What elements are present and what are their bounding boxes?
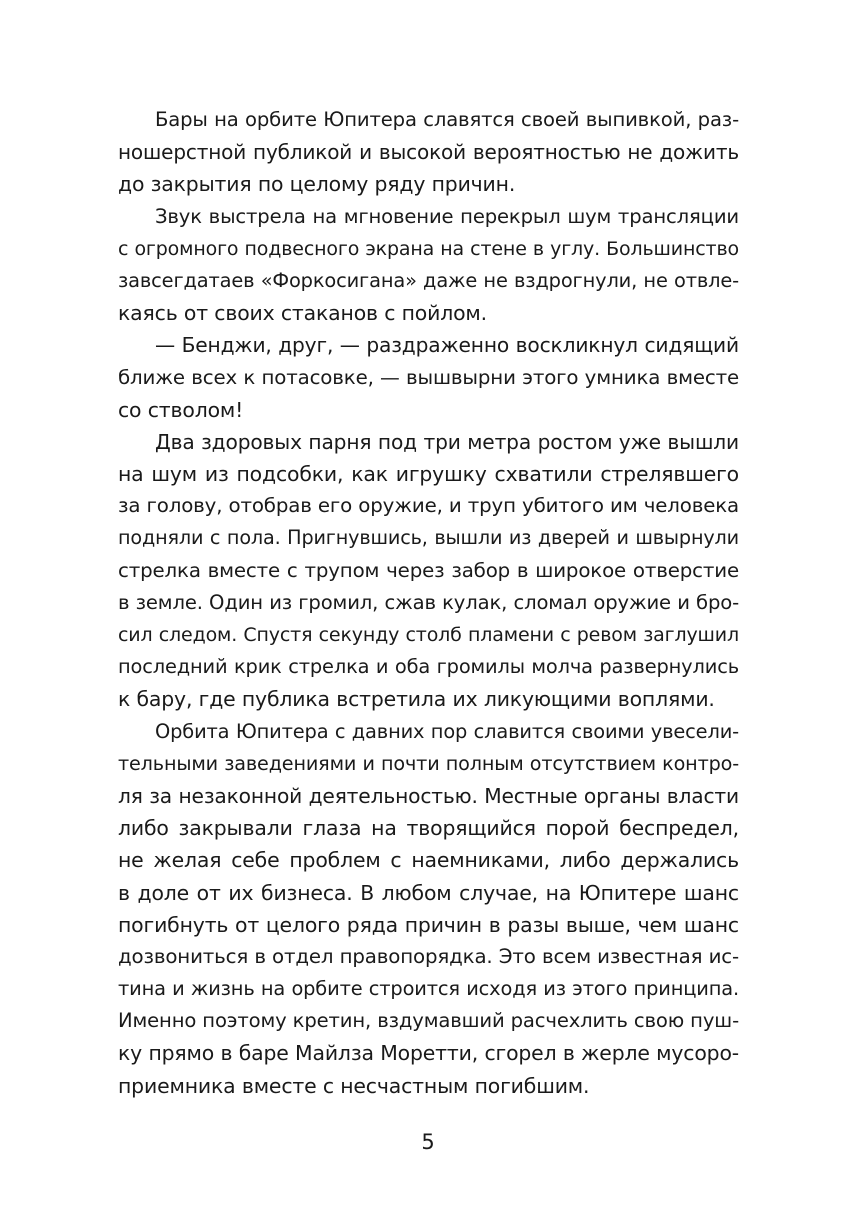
text-line: с огромного подвесного экрана на стене в углу. Большинство <box>118 237 739 260</box>
text-line: ношерстной публикой и высокой вероятностью не дожить <box>118 140 739 165</box>
text-line: тельными заведениями и почти полным отсутствием контро- <box>118 751 739 775</box>
text-line: каясь от своих стаканов с пойлом. <box>118 301 488 326</box>
page-number: 5 <box>421 1130 435 1154</box>
text-line: погибнуть от целого ряда причин в разы выше, чем шанс <box>118 912 739 937</box>
text-line: на шум из подсобки, как игрушку схватили стрелявшего <box>118 462 739 487</box>
text-line: Именно поэтому кретин, вздумавший расчехлить свою пуш- <box>118 1009 739 1033</box>
text-line: со стволом! <box>118 397 244 422</box>
text-line: Звук выстрела на мгновение перекрыл шум трансляции <box>155 204 739 228</box>
text-line: завсегдатаев «Форкосигана» даже не вздрогнули, не отвле- <box>118 268 739 292</box>
body-text <box>118 104 739 1102</box>
text-line: не желая себе проблем с наемниками, либо держались <box>118 848 739 873</box>
text-line: ближе всех к потасовке, — вышвырни этого умника вместе <box>118 365 739 389</box>
text-line: Два здоровых парня под три метра ростом уже вышли <box>155 429 739 454</box>
text-line: Бары на орбите Юпитера славятся своей выпивкой, раз- <box>155 108 739 131</box>
text-line: приемника вместе с несчастным погибшим. <box>118 1073 590 1098</box>
text-line: Орбита Юпитера с давних пор славится своими увесели- <box>155 719 739 743</box>
text-line: в земле. Один из громил, сжав кулак, сломал оружие и бро- <box>118 590 739 614</box>
text-line: за голову, отобрав его оружие, и труп убитого им человека <box>118 494 739 518</box>
text-line: в доле от их бизнеса. В любом случае, на Юпитере шанс <box>118 880 739 905</box>
text-line: к бару, где публика встретила их ликующими воплями. <box>118 687 715 712</box>
text-line: сил следом. Спустя секунду столб пламени с ревом заглушил <box>118 624 739 646</box>
text-line: — Бенджи, друг, — раздраженно воскликнул сидящий <box>155 333 739 358</box>
text-line: подняли с пола. Пригнувшись, вышли из дверей и швырнули <box>118 526 739 550</box>
text-line: стрелка вместе с трупом через забор в широкое отверстие <box>118 558 739 582</box>
text-line: дозвониться в отдел правопорядка. Это всем известная ис- <box>118 944 739 968</box>
text-line: до закрытия по целому ряду причин. <box>118 172 516 197</box>
text-line: тина и жизнь на орбите строится исходя из этого принципа. <box>118 977 739 1001</box>
text-line: ку прямо в баре Майлза Моретти, сгорел в жерле мусоро- <box>118 1041 739 1066</box>
text-line: последний крик стрелка и оба громилы молча развернулись <box>118 655 739 679</box>
text-line: либо закрывали глаза на творящийся порой беспредел, <box>118 816 739 841</box>
text-line: ля за незаконной деятельностью. Местные органы власти <box>118 783 739 808</box>
